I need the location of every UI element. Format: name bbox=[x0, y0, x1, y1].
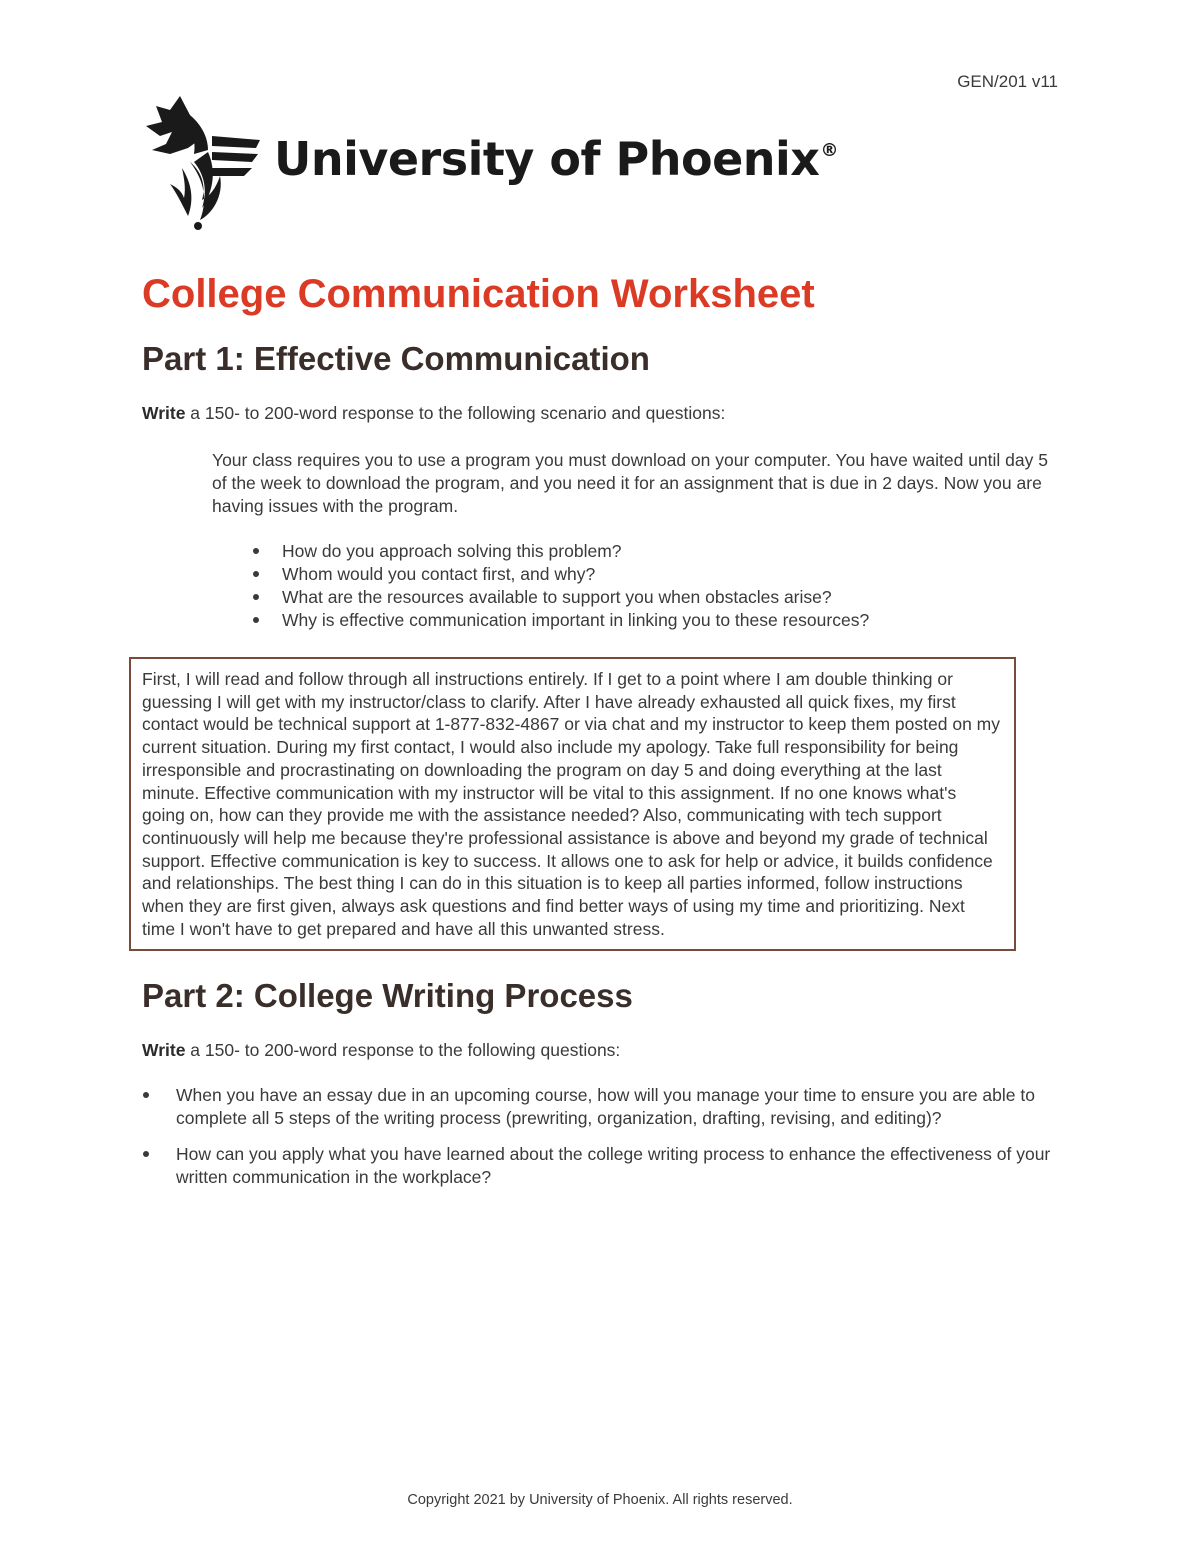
bullet-icon bbox=[143, 1151, 149, 1157]
list-item: What are the resources available to support you when obstacles arise? bbox=[142, 586, 1058, 609]
part2-instruction-text: a 150- to 200-word response to the following questions: bbox=[185, 1040, 621, 1061]
part1-instruction-text: a 150- to 200-word response to the following scenario and questions: bbox=[185, 403, 726, 423]
part2-instruction-bold: Write bbox=[142, 1040, 186, 1061]
logo-wordmark: University of Phoenix® bbox=[274, 132, 838, 186]
part2-instruction bbox=[142, 1039, 1058, 1062]
list-item: How can you apply what you have learned about the college writing process to enhance the effectiveness of your written communication in the workplace? bbox=[142, 1143, 1058, 1189]
list-item: Why is effective communication important in linking you to these resources? bbox=[142, 609, 1058, 632]
phoenix-bird-icon bbox=[142, 92, 272, 232]
part1-question-list bbox=[142, 540, 1058, 632]
bullet-icon bbox=[253, 594, 259, 600]
document-code: GEN/201 v11 bbox=[957, 72, 1058, 91]
copyright-footer: Copyright 2021 by University of Phoenix. All rights reserved. bbox=[407, 1492, 793, 1508]
part1-instruction-bold: Write bbox=[142, 403, 186, 423]
bullet-icon bbox=[253, 548, 259, 554]
part2-section bbox=[142, 975, 1058, 1189]
registered-mark: ® bbox=[820, 140, 838, 161]
worksheet-title: College Communication Worksheet bbox=[142, 272, 815, 316]
part2-heading: Part 2: College Writing Process bbox=[142, 977, 633, 1015]
part1-answer-box[interactable]: First, I will read and follow through all instructions entirely. If I get to a point where I am double thinking or guessing I will get with my instructor/class to clarify. After I have already exhausted all quick fixes, my first contact would be technical support at 1-877-832-4867 or via chat and my instructor to keep them posted on my current situation. During my first contact, I would also include my apology. Take full responsibility for being irresponsible and procrastinating on downloading the program on day 5 and doing everything at the last minute. Effective communication with my instructor will be vital to this assignment. If no one knows what's going on, how can they provide me with the assistance needed? Also, communicating with tech support continuously will help me because they're professional assistance is above and beyond my grade of technical support. Effective communication is key to success. It allows one to ask for help or advice, it builds confidence and relationships. The best thing I can do in this situation is to keep all parties informed, follow instructions when they are first given, always ask questions and find better ways of using my time and prioritizing. Next time I won't have to get prepared and have all this unwanted stress. bbox=[129, 657, 1016, 951]
part1-heading: Part 1: Effective Communication bbox=[142, 340, 650, 377]
bullet-icon bbox=[253, 617, 259, 623]
list-item: How do you approach solving this problem? bbox=[142, 540, 1058, 563]
worksheet-content bbox=[142, 268, 1058, 1202]
list-item: Whom would you contact first, and why? bbox=[142, 563, 1058, 586]
list-item: When you have an essay due in an upcoming course, how will you manage your time to ensure you are able to complete all 5 steps of the writing process (prewriting, organization, drafting, revising, and editing)? bbox=[142, 1084, 1058, 1130]
part1-instruction bbox=[142, 402, 1058, 425]
part2-question-list bbox=[142, 1084, 1058, 1189]
bullet-icon bbox=[143, 1092, 149, 1098]
bullet-icon bbox=[253, 571, 259, 577]
university-logo bbox=[142, 92, 838, 232]
part1-scenario: Your class requires you to use a program you must download on your computer. You have waited until day 5 of the week to download the program, and you need it for an assignment that is due in 2 days. Now you are having issues with the program. bbox=[212, 450, 1048, 516]
